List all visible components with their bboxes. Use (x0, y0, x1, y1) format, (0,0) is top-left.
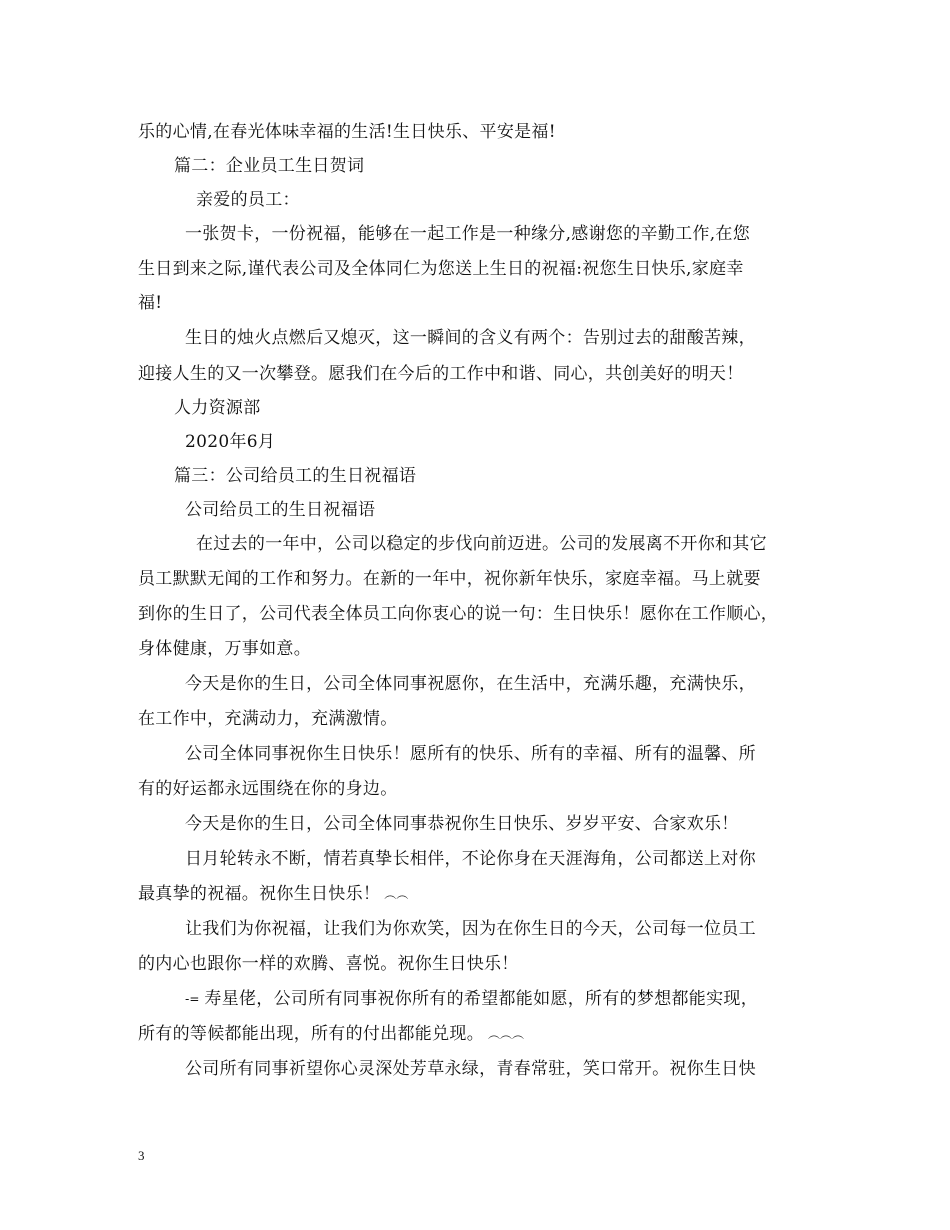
section-heading: 篇二：企业员工生日贺词 (174, 156, 365, 176)
paragraph-line-with-prefix (185, 988, 865, 1010)
paragraph-line: 迎接人生的又一次攀登。愿我们在今后的工作中和谐、同心，共创美好的明天！ (138, 364, 744, 384)
paragraph-text: 最真挚的祝福。祝你生日快乐！ (138, 884, 381, 904)
paragraph-line: 有的好运都永远围绕在你的身边。 (138, 779, 398, 799)
paragraph-line: 生日的烛火点燃后又熄灭，这一瞬间的含义有两个：告别过去的甜酸苦辣， (185, 328, 756, 348)
subheading: 公司给员工的生日祝福语 (185, 500, 376, 520)
paragraph-line: 公司所有同事祈望你心灵深处芳草永绿，青春常驻，笑口常开。祝你生日快 (185, 1059, 756, 1079)
paragraph-line: 身体健康，万事如意。 (138, 639, 311, 659)
paragraph-line: 员工默默无闻的工作和努力。在新的一年中，祝你新年快乐，家庭幸福。马上就要 (138, 569, 761, 589)
date-line: 2020年6月 (185, 432, 276, 452)
section-heading: 篇三：公司给员工的生日祝福语 (174, 466, 417, 486)
paragraph-line: 一张贺卡，一份祝福，能够在一起工作是一种缘分,感谢您的辛勤工作,在您 (185, 224, 751, 244)
paragraph-line: 到你的生日了，公司代表全体员工向你衷心的说一句：生日快乐！愿你在工作顺心， (138, 604, 779, 624)
paragraph-text: 寿星佬，公司所有同事祝你所有的希望都能如愿，所有的梦想都能实现， (204, 989, 758, 1009)
page-number: 3 (138, 1148, 145, 1163)
department-signature: 人力资源部 (174, 398, 261, 418)
paragraph-line: 福! (138, 293, 163, 313)
paragraph-line: 生日到来之际,谨代表公司及全体同仁为您送上生日的祝福:祝您生日快乐,家庭幸 (138, 259, 744, 279)
paragraph-line: 今天是你的生日，公司全体同事祝愿你，在生活中，充满乐趣，充满快乐， (185, 674, 756, 694)
paragraph-line-with-mark (138, 883, 818, 905)
ornament-mark: ︵︵ (384, 887, 409, 901)
salutation: 亲爱的员工： (196, 190, 300, 210)
paragraph-line: 公司全体同事祝你生日快乐！愿所有的快乐、所有的幸福、所有的温馨、所 (185, 744, 756, 764)
paragraph-line: 的内心也跟你一样的欢腾、喜悦。祝你生日快乐！ (138, 954, 519, 974)
paragraph-line: 日月轮转永不断，情若真挚长相伴，不论你身在天涯海角，公司都送上对你 (185, 849, 756, 869)
paragraph-line: 在过去的一年中，公司以稳定的步伐向前迈进。公司的发展离不开你和其它 (196, 534, 767, 554)
paragraph-line: 在工作中，充满动力，充满激情。 (138, 709, 398, 729)
paragraph-line: 今天是你的生日，公司全体同事恭祝你生日快乐、岁岁平安、合家欢乐！ (185, 814, 739, 834)
paragraph-line: 乐的心情,在春光体味幸福的生活!生日快乐、平安是福! (138, 122, 556, 142)
paragraph-line-with-mark (138, 1023, 818, 1045)
paragraph-text: 所有的等候都能出现，所有的付出都能兑现。 (138, 1024, 484, 1044)
ornament-mark: ︵︵︵ (488, 1027, 525, 1041)
ornament-prefix: -= (185, 992, 200, 1006)
paragraph-line: 让我们为你祝福，让我们为你欢笑，因为在你生日的今天，公司每一位员工 (185, 919, 756, 939)
